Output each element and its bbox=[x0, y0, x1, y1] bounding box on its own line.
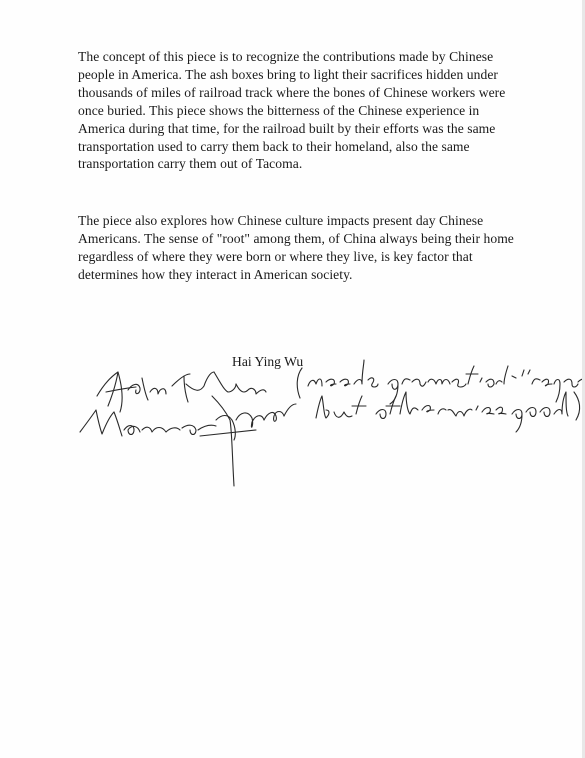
signature-2 bbox=[80, 396, 296, 486]
concept-paragraph: The concept of this piece is to recognize the contributions made by Chinese people in America. The ash boxes bring to light their sacrifices hidden under thousands of miles of railroad track where the bones of Chinese workers were once buried. This piece shows the bitterness of the Chinese experience in America during that time, for the railroad built by their efforts was the same transportation used to carry them back to their homeland, also the same transportation carry them out of Tacoma. bbox=[78, 49, 506, 172]
culture-paragraph: The piece also explores how Chinese culture impacts present day Chinese Americans. The sense of "root" among them, of China always being their home regardless of where they were born or where they live, is key factor that determines how they interact in American society. bbox=[78, 213, 514, 282]
handwritten-note-line-1 bbox=[297, 360, 585, 404]
author-name: Hai Ying Wu bbox=[232, 354, 304, 369]
handwritten-note-line-2 bbox=[316, 392, 585, 432]
signature-1 bbox=[97, 372, 266, 412]
